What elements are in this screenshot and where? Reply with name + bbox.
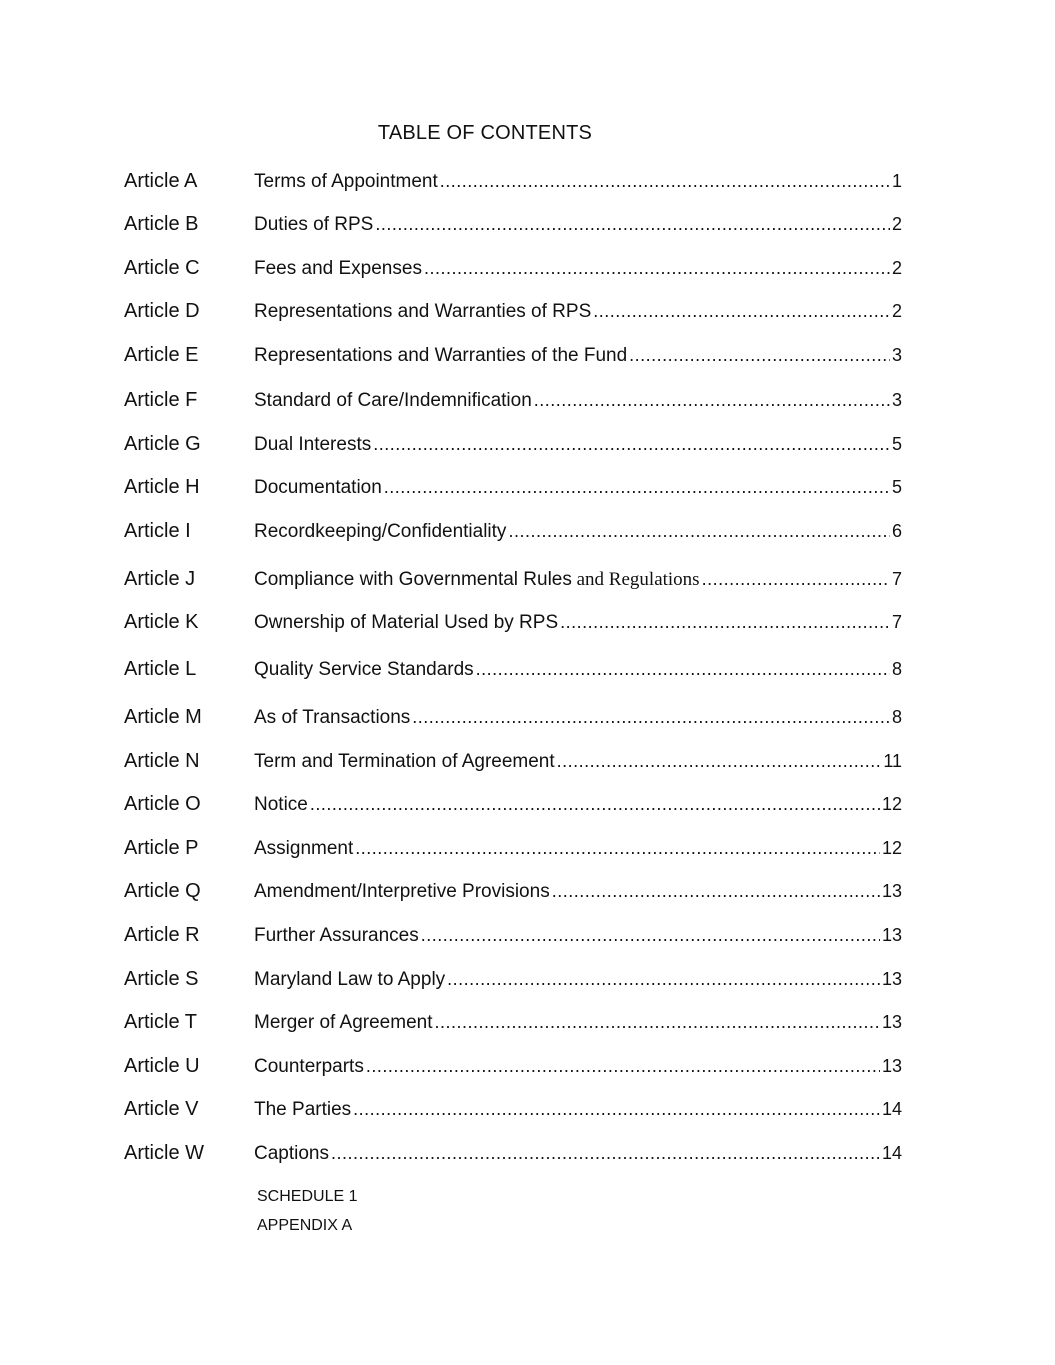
toc-leader-dots bbox=[593, 301, 890, 322]
appendix-label: APPENDIX A bbox=[257, 1217, 353, 1234]
toc-page-number: 14 bbox=[881, 1099, 902, 1119]
toc-entry-title: The Parties bbox=[254, 1099, 352, 1120]
toc-page-number: 6 bbox=[891, 521, 902, 541]
toc-page-number: 13 bbox=[881, 969, 902, 989]
toc-entry bbox=[124, 520, 902, 548]
toc-entry-title-suffix: and Regulations bbox=[571, 569, 700, 590]
toc-article-label: Article B bbox=[124, 213, 199, 235]
toc-entry bbox=[124, 389, 902, 417]
toc-entry-title: Counterparts bbox=[254, 1056, 364, 1077]
toc-article-label: Article F bbox=[124, 389, 198, 411]
toc-leader-dots bbox=[421, 925, 880, 946]
toc-page-number: 12 bbox=[881, 838, 902, 858]
toc-article-label: Article M bbox=[124, 706, 202, 728]
toc-article-label: Article T bbox=[124, 1011, 197, 1033]
toc-entry-title: Maryland Law to Apply bbox=[254, 969, 446, 990]
toc-entry bbox=[124, 300, 902, 328]
toc-page-number: 13 bbox=[881, 1056, 902, 1076]
toc-entry-title: Representations and Warranties of the Fund bbox=[254, 345, 628, 366]
toc-entry bbox=[124, 1011, 902, 1039]
toc-entry bbox=[124, 1142, 902, 1170]
toc-article-label: Article J bbox=[124, 568, 196, 590]
toc-leader-dots bbox=[629, 345, 890, 366]
toc-entry bbox=[124, 706, 902, 734]
toc-entry-title: As of Transactions bbox=[254, 707, 411, 728]
toc-leader-dots bbox=[434, 1012, 879, 1033]
toc-page-number: 12 bbox=[881, 794, 902, 814]
toc-leader-dots bbox=[560, 612, 890, 633]
schedule-label: SCHEDULE 1 bbox=[257, 1188, 358, 1205]
toc-entry-title: Standard of Care/Indemnification bbox=[254, 390, 532, 411]
toc-page-number: 3 bbox=[891, 390, 902, 410]
toc-entry-title: Further Assurances bbox=[254, 925, 419, 946]
toc-entry bbox=[124, 568, 902, 596]
toc-entry-title: Merger of Agreement bbox=[254, 1012, 433, 1033]
toc-article-label: Article H bbox=[124, 476, 200, 498]
toc-leader-dots bbox=[508, 521, 890, 542]
toc-entry-title: Documentation bbox=[254, 477, 382, 498]
toc-entry bbox=[124, 611, 902, 639]
toc-entry bbox=[124, 213, 902, 241]
toc-page-number: 7 bbox=[891, 569, 902, 589]
toc-page-number: 11 bbox=[883, 751, 902, 771]
toc-page-number: 5 bbox=[891, 477, 902, 497]
toc-article-label: Article Q bbox=[124, 880, 201, 902]
toc-leader-dots bbox=[310, 794, 880, 815]
toc-leader-dots bbox=[702, 569, 890, 590]
toc-entry-title: Dual Interests bbox=[254, 434, 372, 455]
toc-entry bbox=[124, 170, 902, 198]
toc-leader-dots bbox=[355, 838, 880, 859]
toc-entry bbox=[124, 476, 902, 504]
toc-leader-dots bbox=[384, 477, 890, 498]
toc-entry-title: Compliance with Governmental Rules bbox=[254, 569, 572, 590]
toc-page-number: 13 bbox=[881, 925, 902, 945]
toc-article-label: Article S bbox=[124, 968, 199, 990]
toc-page-number: 5 bbox=[891, 434, 902, 454]
toc-entry-title: Recordkeeping/Confidentiality bbox=[254, 521, 507, 542]
toc-leader-dots bbox=[424, 258, 890, 279]
toc-article-label: Article L bbox=[124, 658, 197, 680]
toc-entry bbox=[124, 750, 902, 778]
toc-entry bbox=[124, 968, 902, 996]
toc-article-label: Article D bbox=[124, 300, 200, 322]
toc-entry-title: Representations and Warranties of RPS bbox=[254, 301, 592, 322]
toc-entry bbox=[124, 1055, 902, 1083]
toc-entry-title: Terms of Appointment bbox=[254, 171, 438, 192]
toc-leader-dots bbox=[331, 1143, 880, 1164]
toc-page-number: 2 bbox=[891, 301, 902, 321]
toc-entry bbox=[124, 880, 902, 908]
toc-title: TABLE OF CONTENTS bbox=[377, 122, 593, 144]
toc-page-number: 14 bbox=[881, 1143, 902, 1163]
toc-article-label: Article C bbox=[124, 257, 200, 279]
toc-leader-dots bbox=[534, 390, 890, 411]
toc-article-label: Article U bbox=[124, 1055, 200, 1077]
toc-leader-dots bbox=[366, 1056, 880, 1077]
toc-article-label: Article R bbox=[124, 924, 200, 946]
toc-leader-dots bbox=[373, 434, 890, 455]
toc-article-label: Article K bbox=[124, 611, 199, 633]
toc-page-number: 8 bbox=[891, 707, 902, 727]
toc-article-label: Article P bbox=[124, 837, 199, 859]
toc-entry bbox=[124, 433, 902, 461]
toc-entry-title: Term and Termination of Agreement bbox=[254, 751, 555, 772]
toc-page-number: 7 bbox=[891, 612, 902, 632]
toc-entry bbox=[124, 257, 902, 285]
toc-article-label: Article G bbox=[124, 433, 201, 455]
toc-entry-title: Notice bbox=[254, 794, 308, 815]
toc-article-label: Article I bbox=[124, 520, 191, 542]
toc-article-label: Article A bbox=[124, 170, 198, 192]
toc-entry bbox=[124, 1098, 902, 1126]
toc-entry-title: Amendment/Interpretive Provisions bbox=[254, 881, 550, 902]
toc-leader-dots bbox=[557, 751, 882, 772]
toc-entry bbox=[124, 924, 902, 952]
toc-entry-title: Captions bbox=[254, 1143, 329, 1164]
toc-entry-title: Ownership of Material Used by RPS bbox=[254, 612, 559, 633]
toc-leader-dots bbox=[412, 707, 890, 728]
toc-entry bbox=[124, 837, 902, 865]
toc-page-number: 2 bbox=[891, 214, 902, 234]
toc-article-label: Article W bbox=[124, 1142, 204, 1164]
toc-page-number: 13 bbox=[881, 1012, 902, 1032]
toc-page-number: 13 bbox=[881, 881, 902, 901]
toc-entry bbox=[124, 344, 902, 372]
toc-article-label: Article V bbox=[124, 1098, 199, 1120]
toc-entry-title: Fees and Expenses bbox=[254, 258, 422, 279]
toc-entry-title: Duties of RPS bbox=[254, 214, 374, 235]
toc-leader-dots bbox=[353, 1099, 880, 1120]
toc-entry bbox=[124, 658, 902, 686]
toc-entry-title: Assignment bbox=[254, 838, 354, 859]
toc-leader-dots bbox=[447, 969, 880, 990]
toc-page-number: 8 bbox=[891, 659, 902, 679]
toc-article-label: Article E bbox=[124, 344, 199, 366]
toc-entry-title: Quality Service Standards bbox=[254, 659, 474, 680]
toc-page-number: 3 bbox=[891, 345, 902, 365]
toc-page-number: 2 bbox=[891, 258, 902, 278]
toc-leader-dots bbox=[440, 171, 890, 192]
toc-article-label: Article O bbox=[124, 793, 201, 815]
toc-entry bbox=[124, 793, 902, 821]
toc-page-number: 1 bbox=[891, 171, 902, 191]
toc-leader-dots bbox=[552, 881, 880, 902]
toc-article-label: Article N bbox=[124, 750, 200, 772]
toc-leader-dots bbox=[375, 214, 890, 235]
toc-leader-dots bbox=[476, 659, 890, 680]
